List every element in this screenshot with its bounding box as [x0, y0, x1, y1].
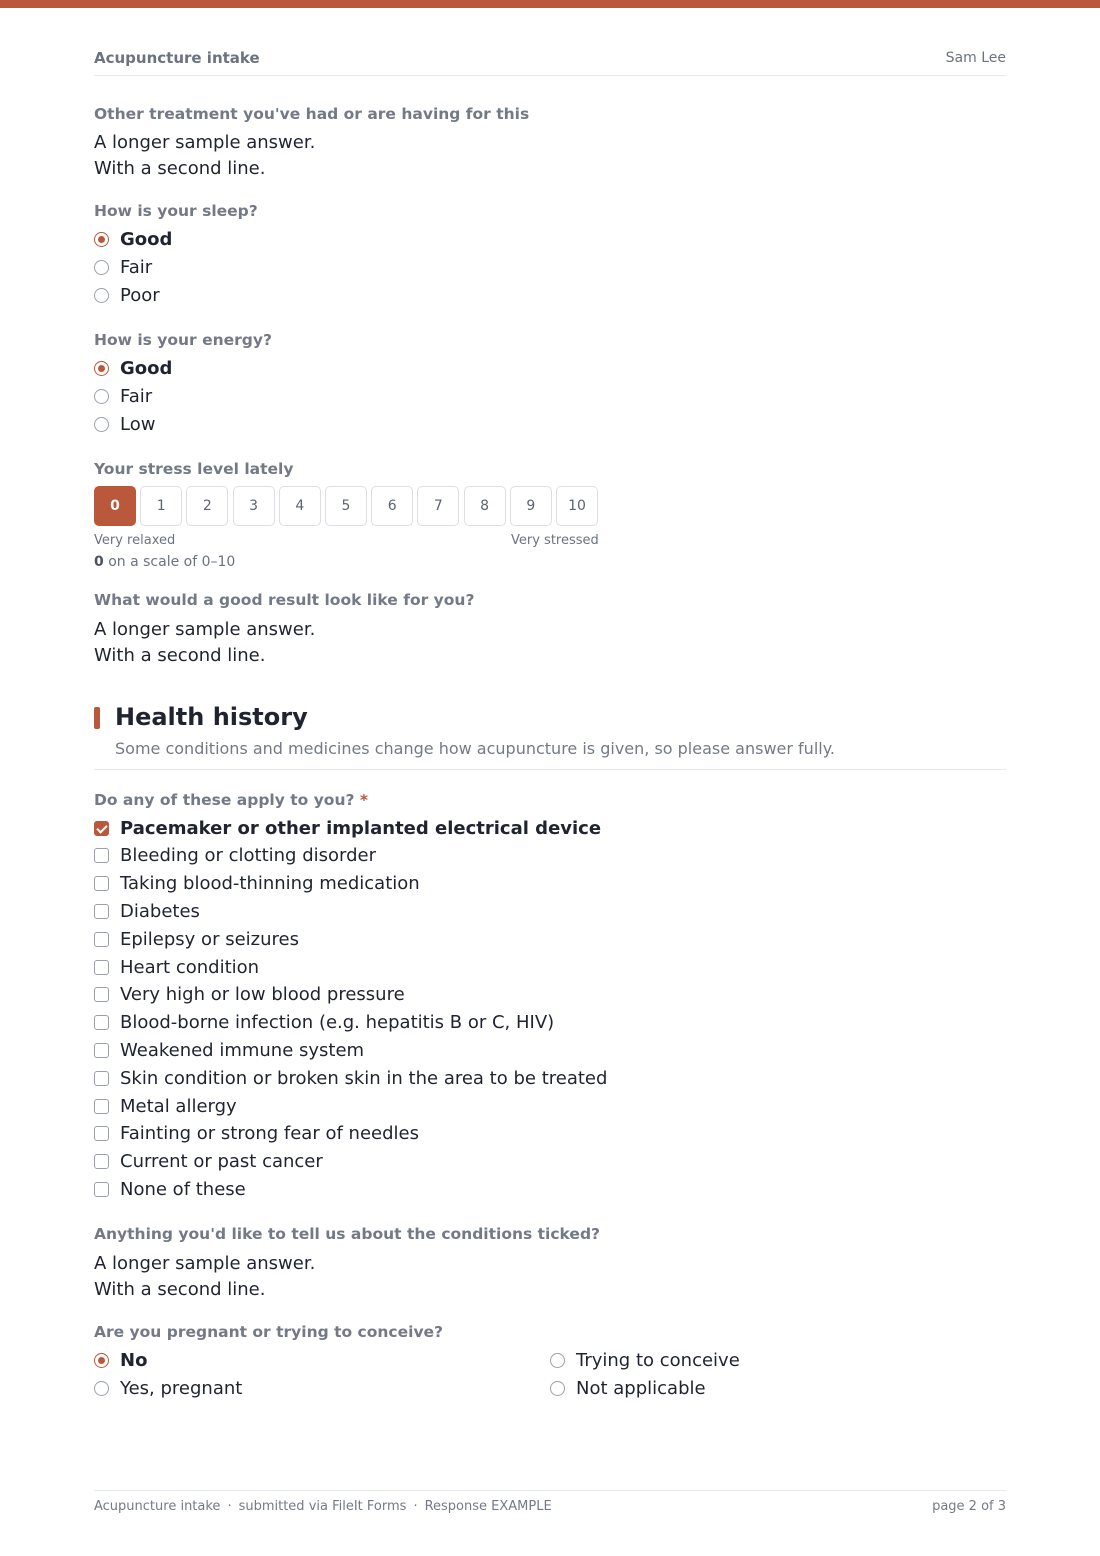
footer-submitted-via: submitted via FileIt Forms — [238, 1499, 407, 1514]
option-label: Weakened immune system — [120, 1039, 365, 1061]
answer-line: A longer sample answer. — [94, 1253, 316, 1274]
radio-button-icon[interactable] — [94, 232, 109, 247]
option-label: Not applicable — [576, 1377, 706, 1399]
option-label: Poor — [120, 284, 160, 306]
page-header — [94, 48, 1006, 76]
condition-option-metal-allergy[interactable] — [94, 1092, 237, 1120]
pregnancy-question-label: Are you pregnant or trying to conceive? — [94, 1323, 444, 1341]
form-title: Acupuncture intake — [94, 49, 260, 67]
condition-option-taking-blood-thinning-medication[interactable] — [94, 870, 420, 898]
page-number: page 2 of 3 — [932, 1499, 1006, 1514]
scale-max-caption: Very stressed — [511, 533, 599, 548]
checkbox-icon[interactable] — [94, 1015, 109, 1030]
checkbox-icon[interactable] — [94, 1182, 109, 1197]
option-label: No — [120, 1349, 148, 1371]
option-label: Pacemaker or other implanted electrical device — [120, 817, 602, 839]
option-label: Fair — [120, 256, 153, 278]
condition-option-weakened-immune-system[interactable] — [94, 1036, 364, 1064]
checkbox-icon[interactable] — [94, 1071, 109, 1086]
q_pregnancy-option-yes-pregnant[interactable] — [94, 1374, 242, 1402]
other-treatment-answer — [94, 130, 315, 182]
option-label: Metal allergy — [120, 1095, 237, 1117]
option-label: Fair — [120, 385, 153, 407]
radio-button-icon[interactable] — [550, 1353, 565, 1368]
option-label: Fainting or strong fear of needles — [120, 1123, 419, 1145]
section-accent-bar — [94, 707, 100, 729]
radio-button-icon[interactable] — [94, 389, 109, 404]
conditions-label-text: Do any of these apply to you? — [94, 791, 355, 809]
option-label: Good — [120, 357, 173, 379]
scale-option-4[interactable]: 4 — [279, 486, 321, 526]
condition-option-pacemaker-or-other-implanted-electrical-device[interactable] — [94, 814, 601, 842]
condition-option-current-or-past-cancer[interactable] — [94, 1148, 323, 1176]
condition-option-very-high-or-low-blood-pressure[interactable] — [94, 981, 405, 1009]
checkbox-icon[interactable] — [94, 876, 109, 891]
option-label: Yes, pregnant — [120, 1377, 243, 1399]
condition-option-diabetes[interactable] — [94, 897, 200, 925]
radio-button-icon[interactable] — [94, 1381, 109, 1396]
q_energy-option-good[interactable] — [94, 354, 172, 382]
stress-value-suffix: on a scale of 0–10 — [108, 554, 236, 570]
checkbox-icon[interactable] — [94, 987, 109, 1002]
q_pregnancy-option-not-applicable[interactable] — [550, 1374, 706, 1402]
scale-option-1[interactable]: 1 — [140, 486, 182, 526]
option-label: Low — [120, 413, 156, 435]
conditions-question-label — [94, 791, 368, 809]
checkbox-icon[interactable] — [94, 1099, 109, 1114]
stress-value-readout — [94, 554, 235, 570]
option-label: Trying to conceive — [576, 1349, 740, 1371]
accent-top-bar — [0, 0, 1100, 8]
energy-question-label: How is your energy? — [94, 331, 272, 349]
footer-response-id: Response EXAMPLE — [424, 1499, 552, 1514]
q_energy-option-fair[interactable] — [94, 382, 152, 410]
conditions-detail-answer — [94, 1251, 315, 1303]
radio-button-icon[interactable] — [94, 417, 109, 432]
checkbox-icon[interactable] — [94, 821, 109, 836]
checkbox-icon[interactable] — [94, 848, 109, 863]
other-treatment-label: Other treatment you've had or are having for this — [94, 105, 530, 123]
checkbox-icon[interactable] — [94, 960, 109, 975]
radio-button-icon[interactable] — [94, 260, 109, 275]
radio-button-icon[interactable] — [94, 1353, 109, 1368]
q_sleep-option-poor[interactable] — [94, 281, 160, 309]
condition-option-blood-borne-infection-e-g-hepatitis-b-or-c-hiv[interactable] — [94, 1009, 554, 1037]
option-label: Very high or low blood pressure — [120, 984, 405, 1006]
stress-question-label: Your stress level lately — [94, 460, 294, 478]
condition-option-none-of-these[interactable] — [94, 1175, 246, 1203]
option-label: Heart condition — [120, 956, 260, 978]
option-label: None of these — [120, 1178, 246, 1200]
answer-line: A longer sample answer. — [94, 619, 316, 640]
option-label: Taking blood-thinning medication — [120, 873, 420, 895]
condition-option-bleeding-or-clotting-disorder[interactable] — [94, 842, 376, 870]
checkbox-icon[interactable] — [94, 904, 109, 919]
checkbox-icon[interactable] — [94, 932, 109, 947]
checkbox-icon[interactable] — [94, 1043, 109, 1058]
option-label: Skin condition or broken skin in the area to be treated — [120, 1067, 608, 1089]
scale-min-caption: Very relaxed — [94, 533, 176, 548]
answer-line: With a second line. — [94, 1279, 266, 1300]
good-result-label: What would a good result look like for you? — [94, 591, 475, 609]
page-footer — [94, 1490, 1006, 1514]
condition-option-skin-condition-or-broken-skin-in-the-area-to-be-treated[interactable] — [94, 1064, 607, 1092]
footer-separator: · — [227, 1499, 232, 1514]
scale-option-10[interactable]: 10 — [556, 486, 598, 526]
section-divider — [94, 769, 1006, 770]
q_energy-option-low[interactable] — [94, 410, 155, 438]
option-label: Bleeding or clotting disorder — [120, 845, 376, 867]
scale-option-8[interactable]: 8 — [464, 486, 506, 526]
scale-option-0[interactable]: 0 — [94, 486, 136, 526]
q_pregnancy-option-trying-to-conceive[interactable] — [550, 1346, 740, 1374]
option-label: Diabetes — [120, 900, 200, 922]
scale-option-5[interactable]: 5 — [325, 486, 367, 526]
scale-option-6[interactable]: 6 — [371, 486, 413, 526]
q_pregnancy-option-no[interactable] — [94, 1346, 147, 1374]
footer-form-name: Acupuncture intake — [94, 1499, 221, 1514]
radio-button-icon[interactable] — [550, 1381, 565, 1396]
section-title: Health history — [115, 703, 308, 731]
stress-value: 0 — [94, 554, 104, 570]
answer-line: A longer sample answer. — [94, 132, 316, 153]
checkbox-icon[interactable] — [94, 1126, 109, 1141]
option-label: Epilepsy or seizures — [120, 928, 299, 950]
user-name: Sam Lee — [945, 50, 1006, 66]
option-label: Good — [120, 228, 173, 250]
conditions-detail-label: Anything you'd like to tell us about the conditions ticked? — [94, 1225, 601, 1243]
section-subtitle: Some conditions and medicines change how acupuncture is given, so please answer fully. — [115, 739, 835, 758]
answer-line: With a second line. — [94, 645, 266, 666]
condition-option-fainting-or-strong-fear-of-needles[interactable] — [94, 1120, 419, 1148]
condition-option-epilepsy-or-seizures[interactable] — [94, 925, 299, 953]
scale-option-2[interactable]: 2 — [186, 486, 228, 526]
condition-option-heart-condition[interactable] — [94, 953, 259, 981]
checkbox-icon[interactable] — [94, 1154, 109, 1169]
radio-button-icon[interactable] — [94, 288, 109, 303]
answer-line: With a second line. — [94, 158, 266, 179]
good-result-answer — [94, 617, 315, 669]
footer-separator: · — [413, 1499, 418, 1514]
q_sleep-option-fair[interactable] — [94, 253, 152, 281]
scale-option-9[interactable]: 9 — [510, 486, 552, 526]
sleep-question-label: How is your sleep? — [94, 202, 258, 220]
required-marker: * — [359, 791, 368, 809]
q_sleep-option-good[interactable] — [94, 225, 172, 253]
option-label: Blood-borne infection (e.g. hepatitis B or C, HIV) — [120, 1012, 555, 1034]
radio-button-icon[interactable] — [94, 361, 109, 376]
scale-option-7[interactable]: 7 — [417, 486, 459, 526]
footer-info — [94, 1499, 552, 1514]
scale-option-3[interactable]: 3 — [233, 486, 275, 526]
option-label: Current or past cancer — [120, 1151, 323, 1173]
